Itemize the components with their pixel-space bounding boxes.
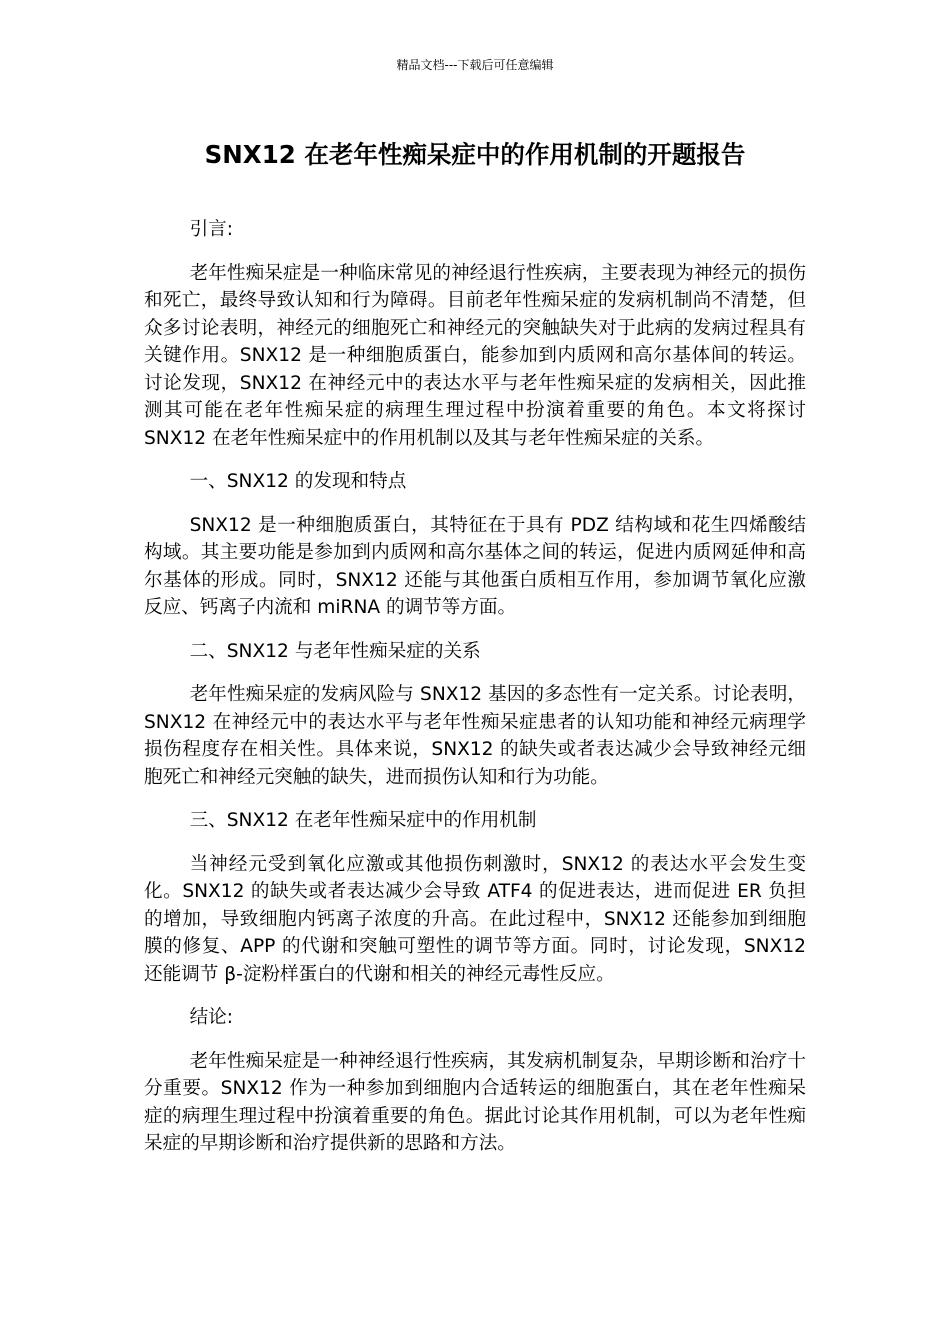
document-body: [144, 216, 806, 1174]
section-heading-2: 二、SNX12 与老年性痴呆症的关系: [189, 640, 481, 662]
paragraph-conclusion: 老年性痴呆症是一种神经退行性疾病，其发病机制复杂，早期诊断和治疗十分重要。SNX12 作为一种参加到细胞内合适转运的细胞蛋白，其在老年性痴呆症的病理生理过程中扮演着重要的角色。据此讨论其作用机制，可以为老年性痴呆症的早期诊断和治疗提供新的思路和方法。: [144, 1050, 806, 1154]
paragraph-section-3: 当神经元受到氧化应激或其他损伤刺激时，SNX12 的表达水平会发生变化。SNX12 的缺失或者表达减少会导致 ATF4 的促进表达，进而促进 ER 负担的增加，导致细胞内钙离子浓度的升高。在此过程中，SNX12 还能参加到细胞膜的修复、APP 的代谢和突触可塑性的调节等方面。同时，讨论发现，SNX12 还能调节 β-淀粉样蛋白的代谢和相关的神经元毒性反应。: [144, 853, 806, 985]
paragraph-section-2: 老年性痴呆症的发病风险与 SNX12 基因的多态性有一定关系。讨论表明，SNX12 在神经元中的表达水平与老年性痴呆症患者的认知功能和神经元病理学损伤程度存在相关性。具体来说，SNX12 的缺失或者表达减少会导致神经元细胞死亡和神经元突触的缺失，进而损伤认知和行为功能。: [144, 684, 806, 788]
section-heading-1: 一、SNX12 的发现和特点: [189, 471, 407, 492]
paragraph-intro-heading: 引言:: [189, 219, 234, 240]
header-note: 精品文档---下载后可任意编辑: [396, 58, 554, 72]
paragraph-intro: 老年性痴呆症是一种临床常见的神经退行性疾病，主要表现为神经元的损伤和死亡，最终导致认知和行为障碍。目前老年性痴呆症的发病机制尚不清楚，但众多讨论表明，神经元的细胞死亡和神经元的突触缺失对于此病的发病过程具有关键作用。SNX12 是一种细胞质蛋白，能参加到内质网和高尔基体间的转运。讨论发现，SNX12 在神经元中的表达水平与老年性痴呆症的发病相关，因此推测其可能在老年性痴呆症的病理生理过程中扮演着重要的角色。本文将探讨 SNX12 在老年性痴呆症中的作用机制以及其与老年性痴呆症的关系。: [144, 262, 806, 449]
paragraph-section-1: SNX12 是一种细胞质蛋白，其特征在于具有 PDZ 结构域和花生四烯酸结构域。其主要功能是参加到内质网和高尔基体之间的转运，促进内质网延伸和高尔基体的形成。同时，SNX12 还能与其他蛋白质相互作用，参加调节氧化应激反应、钙离子内流和 miRNA 的调节等方面。: [144, 514, 806, 618]
section-heading-3: 三、SNX12 在老年性痴呆症中的作用机制: [189, 810, 537, 831]
paragraph-conclusion-heading: 结论:: [189, 1007, 234, 1028]
document-title: SNX12 在老年性痴呆症中的作用机制的开题报告: [204, 140, 746, 169]
